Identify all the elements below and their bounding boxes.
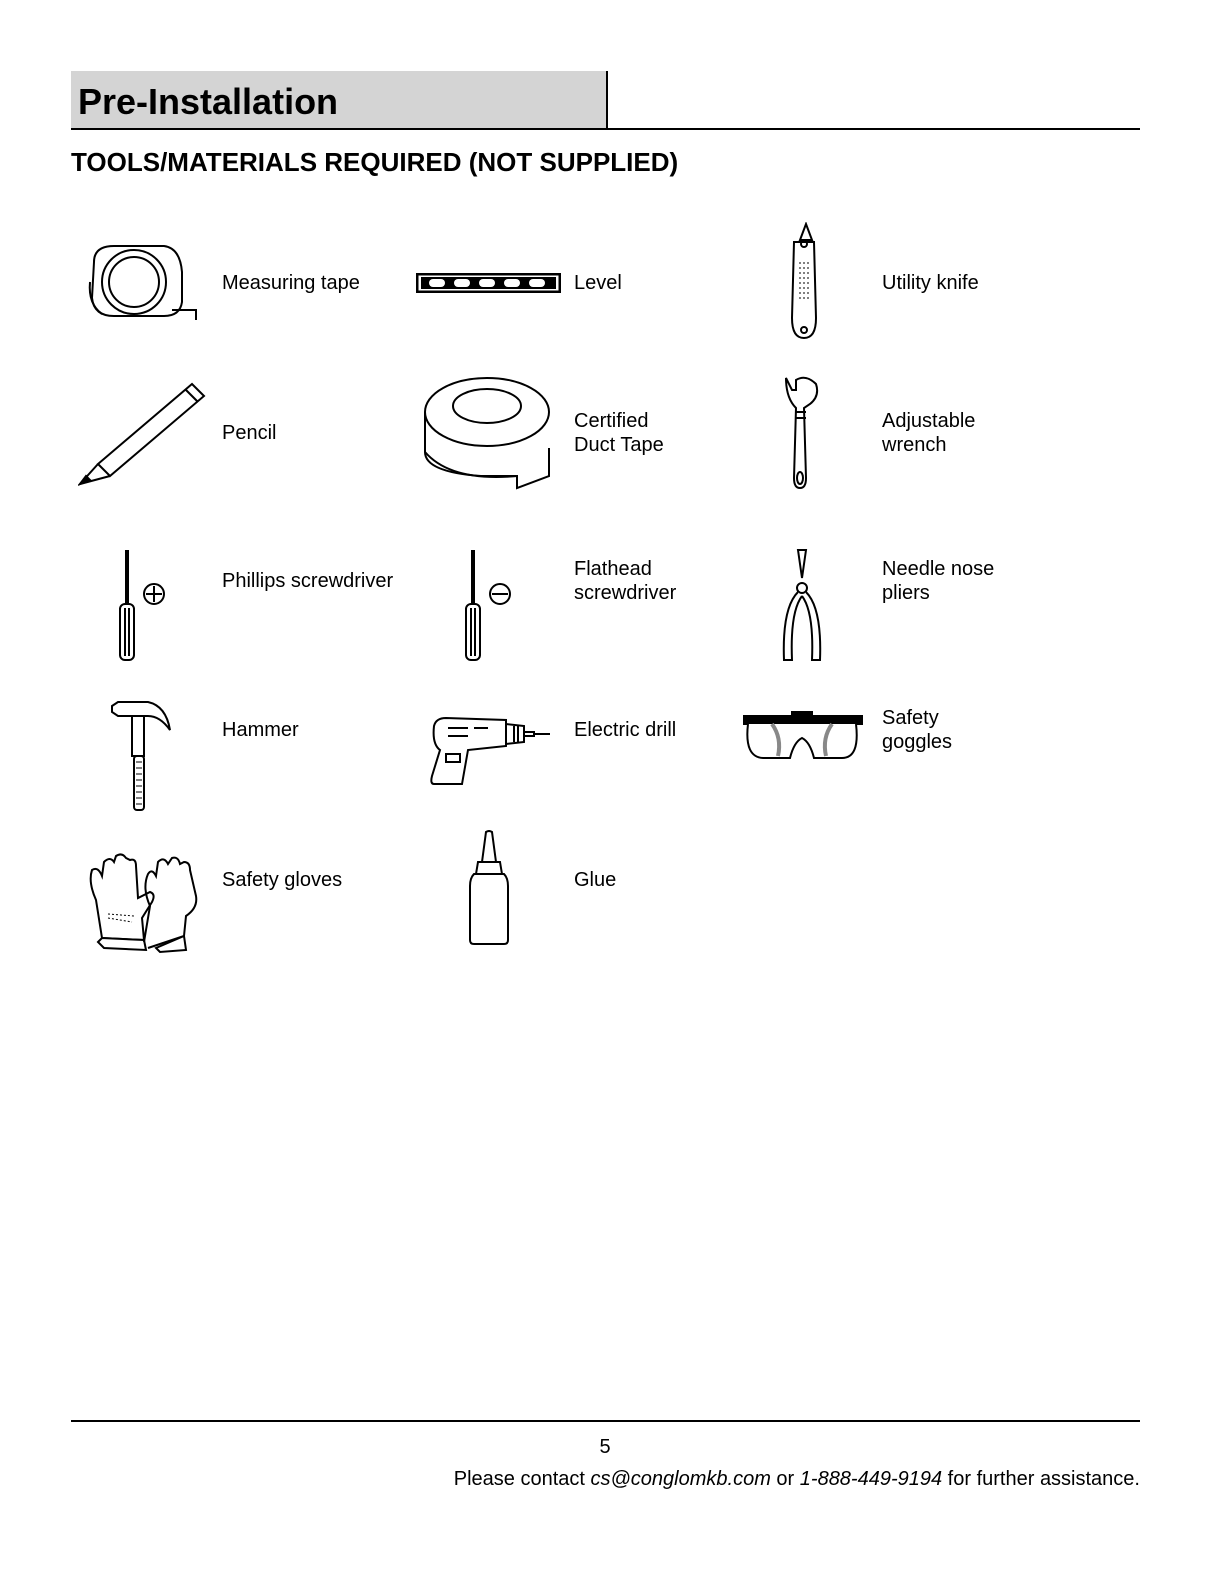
tool-label-wrench-1: Adjustable (882, 410, 976, 432)
tool-label-measuring-tape: Measuring tape (222, 272, 360, 294)
phillips-screwdriver-icon (114, 548, 170, 664)
tool-label-pliers-2: pliers (882, 582, 930, 604)
tool-label-flathead-2: screwdriver (574, 582, 677, 604)
contact-phone[interactable]: 1-888-449-9194 (799, 1468, 943, 1490)
page-title: Pre-Installation (78, 81, 339, 122)
tool-label-wrench-2: wrench (882, 434, 947, 456)
electric-drill-icon (428, 716, 552, 788)
tool-label-drill: Electric drill (574, 719, 677, 741)
tool-label-flathead-1: Flathead (574, 558, 652, 580)
adjustable-wrench-icon (782, 374, 822, 490)
tool-label-gloves: Safety gloves (222, 869, 343, 891)
needle-nose-pliers-icon (778, 548, 828, 664)
contact-line (454, 1467, 1140, 1491)
utility-knife-icon (786, 222, 822, 342)
tool-label-pliers-1: Needle nose (882, 558, 995, 580)
page-number: 5 (599, 1436, 611, 1458)
contact-email-link[interactable]: cs@conglomkb.com (590, 1468, 771, 1490)
tool-label-phillips: Phillips screwdriver (222, 570, 394, 592)
measuring-tape-icon (84, 242, 202, 324)
flathead-screwdriver-icon (460, 548, 516, 664)
safety-goggles-icon (742, 708, 864, 764)
contact-or: or (770, 1468, 800, 1490)
tool-label-duct-tape-2: Duct Tape (574, 434, 664, 456)
hammer-icon (108, 696, 172, 814)
section-header-title-box (71, 71, 608, 128)
tool-label-level: Level (574, 272, 622, 294)
contact-prefix: Please contact (453, 1468, 591, 1490)
footer-rule (71, 1420, 1140, 1422)
tool-label-utility-knife: Utility knife (882, 272, 979, 294)
tool-label-pencil: Pencil (222, 422, 277, 444)
tool-label-hammer: Hammer (222, 719, 299, 741)
tools-materials-heading: TOOLS/MATERIALS REQUIRED (NOT SUPPLIED) (71, 147, 679, 177)
level-icon (416, 273, 561, 293)
tool-label-goggles-1: Safety (882, 707, 939, 729)
tool-label-glue: Glue (574, 869, 617, 891)
duct-tape-icon (421, 372, 557, 492)
safety-gloves-icon (86, 852, 200, 954)
tool-label-duct-tape-1: Certified (574, 410, 649, 432)
glue-icon (466, 830, 512, 948)
section-header (71, 71, 1140, 130)
contact-suffix: for further assistance. (942, 1468, 1140, 1490)
pencil-icon (78, 380, 208, 486)
tool-label-goggles-2: goggles (882, 731, 953, 753)
